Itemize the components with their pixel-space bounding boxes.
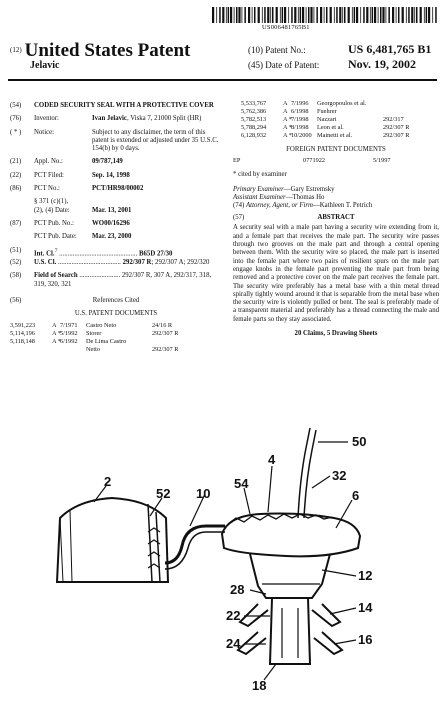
label-6: 6: [352, 488, 360, 503]
barcode-bar: [414, 7, 415, 23]
barcode-bar: [252, 7, 253, 23]
reference-row: 5,788,294 A *8/1998 Leon et al. 292/307 R: [241, 124, 410, 131]
document-kind: $^{(12)}$ United States Patent: [10, 40, 191, 61]
spur-left-upper: [240, 604, 268, 626]
male-body: [250, 554, 330, 598]
barcode-bar: [426, 7, 428, 23]
barcode-bar: [238, 7, 240, 23]
connecting-thread-inner: [165, 532, 225, 569]
label-2: 2: [104, 474, 112, 489]
us-docs-table: [10, 322, 222, 354]
barcode-bar: [326, 7, 328, 23]
leader-lines: [94, 442, 356, 680]
references-abstract-column: [233, 100, 439, 338]
barcode-bar: [310, 7, 312, 23]
barcode-bar: [378, 7, 379, 23]
label-12: 12: [358, 568, 373, 583]
reference-row: 5,114,196 A *5/1992 Storer 292/307 R: [10, 329, 179, 337]
bibliographic-column: [10, 102, 222, 354]
field-of-search: (58) Field of Search ........................ 292/307 R, 307 A, 292/317, 318, 319, 320, 321: [10, 272, 212, 288]
barcode-bar: [424, 7, 425, 23]
label-18: 18: [252, 678, 267, 693]
barcode-bar: [316, 7, 318, 23]
barcode-bar: [264, 7, 266, 23]
barcode-bar: [222, 7, 224, 23]
barcode-bar: [244, 7, 246, 23]
title-field: (54) CODED SECURITY SEAL WITH A PROTECTIVE COVER: [10, 102, 222, 110]
barcode-bar: [380, 7, 382, 23]
barcode-bar: [314, 7, 315, 23]
date-of-patent: Nov. 19, 2002: [348, 57, 417, 71]
barcode-bar: [388, 7, 390, 23]
ridge-left: [60, 510, 72, 582]
appl-no-field: (21) Appl. No.: 09/787,149: [10, 158, 123, 166]
barcode-bar: [288, 7, 289, 23]
barcode-bar: [298, 7, 299, 23]
date-of-patent-row: (45) Date of Patent: Nov. 19, 2002: [248, 57, 417, 71]
barcode-bar: [236, 7, 238, 23]
barcode-bar: [408, 7, 410, 23]
header-rule: [8, 79, 437, 81]
barcode-bar: [386, 7, 387, 23]
barcode-bar: [230, 7, 232, 23]
reference-row: 3,591,223 A 7/1971 Castro Neto 24/16 R: [10, 321, 173, 329]
barcode-bar: [372, 7, 374, 23]
pct-filed-field: (22) PCT Filed: Sep. 14, 1998: [10, 171, 130, 179]
barcode-bar: [228, 7, 230, 23]
barcode-bar: [334, 7, 335, 23]
barcode-bar: [342, 7, 343, 23]
patent-header-right: [248, 42, 431, 72]
barcode-bar: [363, 7, 365, 23]
barcode-bar: [270, 7, 271, 23]
barcode-bar: [435, 7, 437, 23]
inventor-field: (76) Inventor: Ivan Jelavic, Viska 7, 21000 Split (HR): [10, 115, 202, 123]
barcode-bar: [411, 7, 413, 23]
protective-cover: [222, 514, 360, 557]
barcode-bar: [428, 7, 430, 23]
security-wire: [298, 428, 316, 518]
barcode-bar: [344, 7, 346, 23]
barcode-bar: [294, 7, 296, 23]
label-32: 32: [332, 468, 347, 483]
barcode-bar: [382, 7, 384, 23]
reference-row: 5,782,513 A *7/1998 Nazzari 292/317: [241, 116, 404, 123]
barcode-bar: [402, 7, 404, 23]
label-14: 14: [358, 600, 373, 615]
patent-number: US 6,481,765 B1: [348, 42, 432, 56]
barcode-bar: [276, 7, 278, 23]
barcode-bar: [258, 7, 260, 23]
barcode-bar: [306, 7, 307, 23]
barcode-bar: [248, 7, 250, 23]
reference-row: 5,533,767 A 7/1996 Georgopoulos et al.: [241, 100, 367, 107]
barcode-bar: [324, 7, 325, 23]
barcode-bar: [336, 7, 338, 23]
representative-drawing: [0, 418, 445, 704]
label-4: 4: [268, 452, 276, 467]
barcode-number: US006481765B1: [262, 24, 310, 31]
barcode-bar: [339, 7, 341, 23]
reference-row: 5,118,148 A *6/1992 De Lima Castro: [10, 337, 127, 345]
patent-number-row: (10) Patent No.: US 6,481,765 B1: [248, 42, 432, 56]
barcode-bar: [432, 7, 433, 23]
barcode-bar: [374, 7, 376, 23]
barcode-bar: [354, 7, 356, 23]
label-52: 52: [156, 486, 171, 501]
us-docs-table-continued: [241, 100, 439, 140]
barcode: [212, 7, 438, 23]
barcode-bar: [416, 7, 418, 23]
references-field: (56) References Cited: [10, 297, 140, 305]
barcode-bar: [282, 7, 284, 23]
barcode-bar: [308, 7, 310, 23]
notice-field: ( * ) Notice: Subject to any disclaimer, the term of this patent is extended or adjusted under 35 U.S.C. 154(b) by 0 days.: [10, 128, 219, 153]
barcode-bar: [291, 7, 293, 23]
foreign-reference-row: EP 0771922 5/1997: [233, 157, 391, 165]
reference-row: 5,762,386 A 6/1998 Fuehrer: [241, 108, 337, 115]
barcode-bar: [234, 7, 235, 23]
barcode-bar: [302, 7, 304, 23]
barcode-bar: [420, 7, 422, 23]
pct-no-field: (86) PCT No.: PCT/HR98/00002: [10, 185, 144, 193]
spur-right-upper: [312, 604, 340, 626]
label-10: 10: [196, 486, 211, 501]
spur-left-lower: [238, 632, 266, 654]
barcode-bar: [330, 7, 332, 23]
reference-row: 6,128,932 A *10/2000 Mainetti et al. 292/307 R: [241, 132, 410, 139]
inventor-short: Jelavic: [30, 60, 60, 71]
barcode-bar: [267, 7, 269, 23]
barcode-bar: [280, 7, 281, 23]
abstract-heading: (57) ABSTRACT: [233, 214, 355, 222]
label-24: 24: [226, 636, 241, 651]
barcode-bar: [366, 7, 368, 23]
barcode-bar: [392, 7, 394, 23]
claims-sheets: 20 Claims, 5 Drawing Sheets: [294, 330, 378, 338]
patent-header-left: [10, 40, 190, 71]
barcode-bar: [360, 7, 361, 23]
cited-by-examiner: * cited by examiner: [233, 171, 287, 179]
barcode-bar: [212, 7, 214, 23]
barcode-bar: [284, 7, 286, 23]
int-cl-field: (51) Int. Cl.$^7$ .............................................. B65D 27/30: [10, 246, 173, 257]
barcode-bar: [216, 7, 217, 23]
label-28: 28: [230, 582, 245, 597]
barcode-bar: [406, 7, 407, 23]
barcode-bar: [370, 7, 371, 23]
foreign-docs-heading: FOREIGN PATENT DOCUMENTS: [286, 146, 386, 153]
patent-title: CODED SECURITY SEAL WITH A PROTECTIVE COVER: [34, 102, 214, 109]
barcode-bar: [254, 7, 256, 23]
barcode-bar: [398, 7, 400, 23]
label-50: 50: [352, 434, 367, 449]
pct-pub-no-field: (87) PCT Pub. No.: WO00/16296: [10, 219, 130, 227]
label-16: 16: [358, 632, 373, 647]
barcode-bar: [226, 7, 227, 23]
label-22: 22: [226, 608, 241, 623]
barcode-bar: [320, 7, 322, 23]
us-cl-field: (52) U.S. Cl. ..................................... 292/307 R; 292/307 A; 292/320: [10, 259, 210, 267]
barcode-bar: [396, 7, 397, 23]
abstract-text: A security seal with a male part having a security wire extending from it, and a female part that receives the male part. The security wire passes through two grooves on the male part and through a central opening between them. With the security wire so placed, the male part is inserted into the female part where two pairs of resilient spurs on the male part engage knobs in the female part preventing the male part from being removed and a protective cover on the male part receives the female part. The security wire preferably has a metal base with a thin metal thread spirally tightly wound around it that is separable from the metal base when the security wire is violently pulled or bent. The seal is preferably made of a transparent material and preferably has a thread connecting the male and female parts so they stay associated.: [233, 224, 439, 323]
pct-pub-date-field: PCT Pub. Date: Mar. 23, 2000: [34, 233, 132, 241]
barcode-bar: [272, 7, 274, 23]
barcode-bar: [242, 7, 243, 23]
label-54: 54: [234, 476, 249, 491]
shank-grooves: [282, 608, 298, 658]
s371-field: § 371 (c)(1), (2), (4) Date: Mar. 13, 2001: [34, 198, 132, 214]
barcode-bar: [300, 7, 302, 23]
reference-row: Netto 292/307 R: [86, 345, 179, 353]
us-docs-heading: U.S. PATENT DOCUMENTS: [74, 310, 158, 318]
barcode-bar: [352, 7, 353, 23]
barcode-bar: [262, 7, 263, 23]
foreign-docs-table: [233, 157, 439, 165]
barcode-bar: [219, 7, 221, 23]
barcode-bar: [356, 7, 358, 23]
barcode-bar: [348, 7, 350, 23]
shank: [270, 598, 310, 664]
examiners: Primary Examiner—Gary Estremsky Assistant Examiner—Thomas Ho (74) Attorney, Agent, or Firm—Kathleen T. Petrich: [233, 185, 373, 210]
